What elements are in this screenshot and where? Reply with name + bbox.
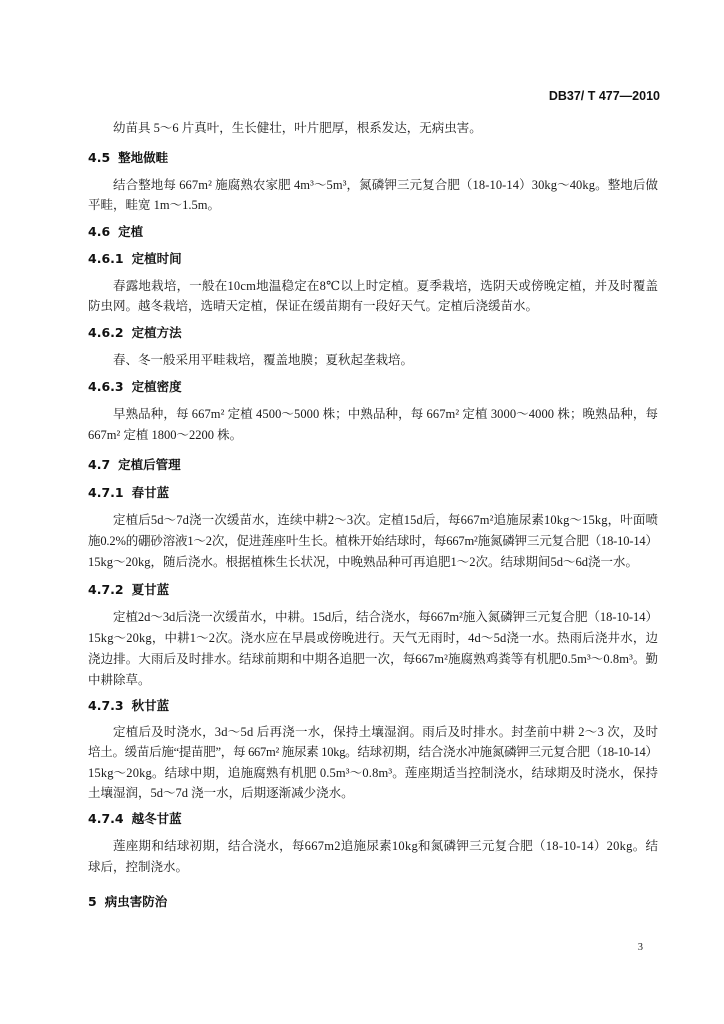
section-number: 4.6 [88, 224, 111, 239]
paragraph-line: 春、冬一般采用平畦栽培，覆盖地膜；夏秋起垄栽培。 [113, 353, 414, 367]
paragraph-line: 结合整地每 667m² 施腐熟农家肥 4m³～5m³，氮磷钾三元复合肥（18-10-14）30kg～40kg。整地后做 [113, 178, 659, 192]
section-heading-4-7 [88, 455, 181, 475]
paragraph-line: 施0.2%的硼砂溶液1～2次，促进莲座叶生长。植株开始结球时，每667m²施氮磷钾三元复合肥（18-10-14） [88, 534, 658, 548]
section-title: 定植时间 [131, 251, 182, 266]
paragraph-line: 春露地栽培，一般在10cm地温稳定在8℃以上时定植。夏季栽培，选阴天或傍晚定植，并及时覆盖 [113, 279, 659, 293]
paragraph-line: 中耕除草。 [88, 673, 151, 687]
paragraph-line: 667m² 定植 1800～2200 株。 [88, 428, 243, 442]
standard-code-header: DB37/ T 477—2010 [548, 89, 660, 103]
paragraph-line: 莲座期和结球初期，结合浇水，每667m2追施尿素10kg和氮磷钾三元复合肥（18-10-14）20kg。结 [113, 839, 659, 853]
section-number: 5 [88, 894, 97, 909]
section-title: 越冬甘蓝 [131, 811, 182, 826]
section-number: 4.6.1 [88, 251, 124, 266]
section-title: 定植密度 [131, 379, 182, 394]
section-title: 定植后管理 [118, 457, 181, 472]
section-heading-4-6-2 [88, 323, 182, 343]
paragraph-line: 浇边排。大雨后及时排水。结球前期和中期各追肥一次，每667m²施腐熟鸡粪等有机肥0.5m³～0.8m³。勤 [88, 652, 659, 666]
section-heading-4-5 [88, 148, 168, 168]
section-number: 4.6.2 [88, 325, 124, 340]
section-number: 4.7.4 [88, 811, 124, 826]
section-title: 定植 [118, 224, 144, 239]
section-title: 春甘蓝 [131, 485, 170, 500]
paragraph-line: 定植2d～3d后浇一次缓苗水，中耕。15d后，结合浇水，每667m²施入氮磷钾三元复合肥（18-10-14） [113, 610, 658, 624]
paragraph-line: 15kg～20kg，中耕1～2次。浇水应在早晨或傍晚进行。天气无雨时，4d～5d浇一水。热雨后浇井水，边 [88, 631, 659, 645]
section-number: 4.6.3 [88, 379, 124, 394]
section-number: 4.7 [88, 457, 111, 472]
paragraph-line: 15kg～20kg，随后浇水。根据植株生长状况，中晚熟品种可再追肥1～2次。结球期间5d～6d浇一水。 [88, 555, 639, 569]
paragraph-line: 早熟品种，每 667m² 定植 4500～5000 株；中熟品种，每 667m² 定植 3000～4000 株；晚熟品种，每 [113, 407, 659, 421]
section-heading-4-7-3 [88, 696, 169, 716]
paragraph-line: 15kg～20kg。结球中期，追施腐熟有机肥 0.5m³～0.8m³。莲座期适当控制浇水，结球期及时浇水，保持 [88, 766, 659, 780]
paragraph-line: 球后，控制浇水。 [88, 860, 189, 874]
section-title: 病虫害防治 [104, 894, 168, 909]
page-number: 3 [637, 942, 643, 953]
section-title: 整地做畦 [118, 150, 169, 165]
section-number: 4.7.2 [88, 582, 124, 597]
section-heading-4-6-3 [88, 377, 182, 397]
section-title: 秋甘蓝 [131, 698, 170, 713]
section-heading-4-7-4 [88, 809, 182, 829]
paragraph-line: 平畦，畦宽 1m～1.5m。 [88, 198, 220, 212]
paragraph-line: 土壤湿润，5d～7d 浇一水，后期逐渐减少浇水。 [88, 786, 354, 800]
section-title: 夏甘蓝 [131, 582, 170, 597]
section-heading-4-6-1 [88, 249, 182, 269]
paragraph-line: 培土。缓苗后施“提苗肥”，每 667m² 施尿素 10kg。结球初期，结合浇水冲施氮磷钾三元复合肥（18-10-14） [88, 745, 658, 759]
section-number: 4.7.3 [88, 698, 124, 713]
section-number: 4.5 [88, 150, 111, 165]
paragraph-line: 幼苗具 5～6 片真叶，生长健壮，叶片肥厚，根系发达，无病虫害。 [113, 121, 482, 135]
section-heading-4-7-1 [88, 483, 169, 503]
paragraph-line: 防虫网。越冬栽培，选晴天定植，保证在缓苗期有一段好天气。定植后浇缓苗水。 [88, 299, 539, 313]
section-heading-4-7-2 [88, 580, 169, 600]
section-number: 4.7.1 [88, 485, 124, 500]
section-heading-5 [88, 892, 167, 912]
section-heading-4-6 [88, 222, 143, 242]
section-title: 定植方法 [131, 325, 182, 340]
paragraph-line: 定植后5d～7d浇一次缓苗水，连续中耕2～3次。定植15d后，每667m²追施尿素10kg～15kg，叶面喷 [113, 513, 659, 527]
paragraph-line: 定植后及时浇水，3d～5d 后再浇一水，保持土壤湿润。雨后及时排水。封垄前中耕 2～3 次，及时 [113, 725, 659, 739]
